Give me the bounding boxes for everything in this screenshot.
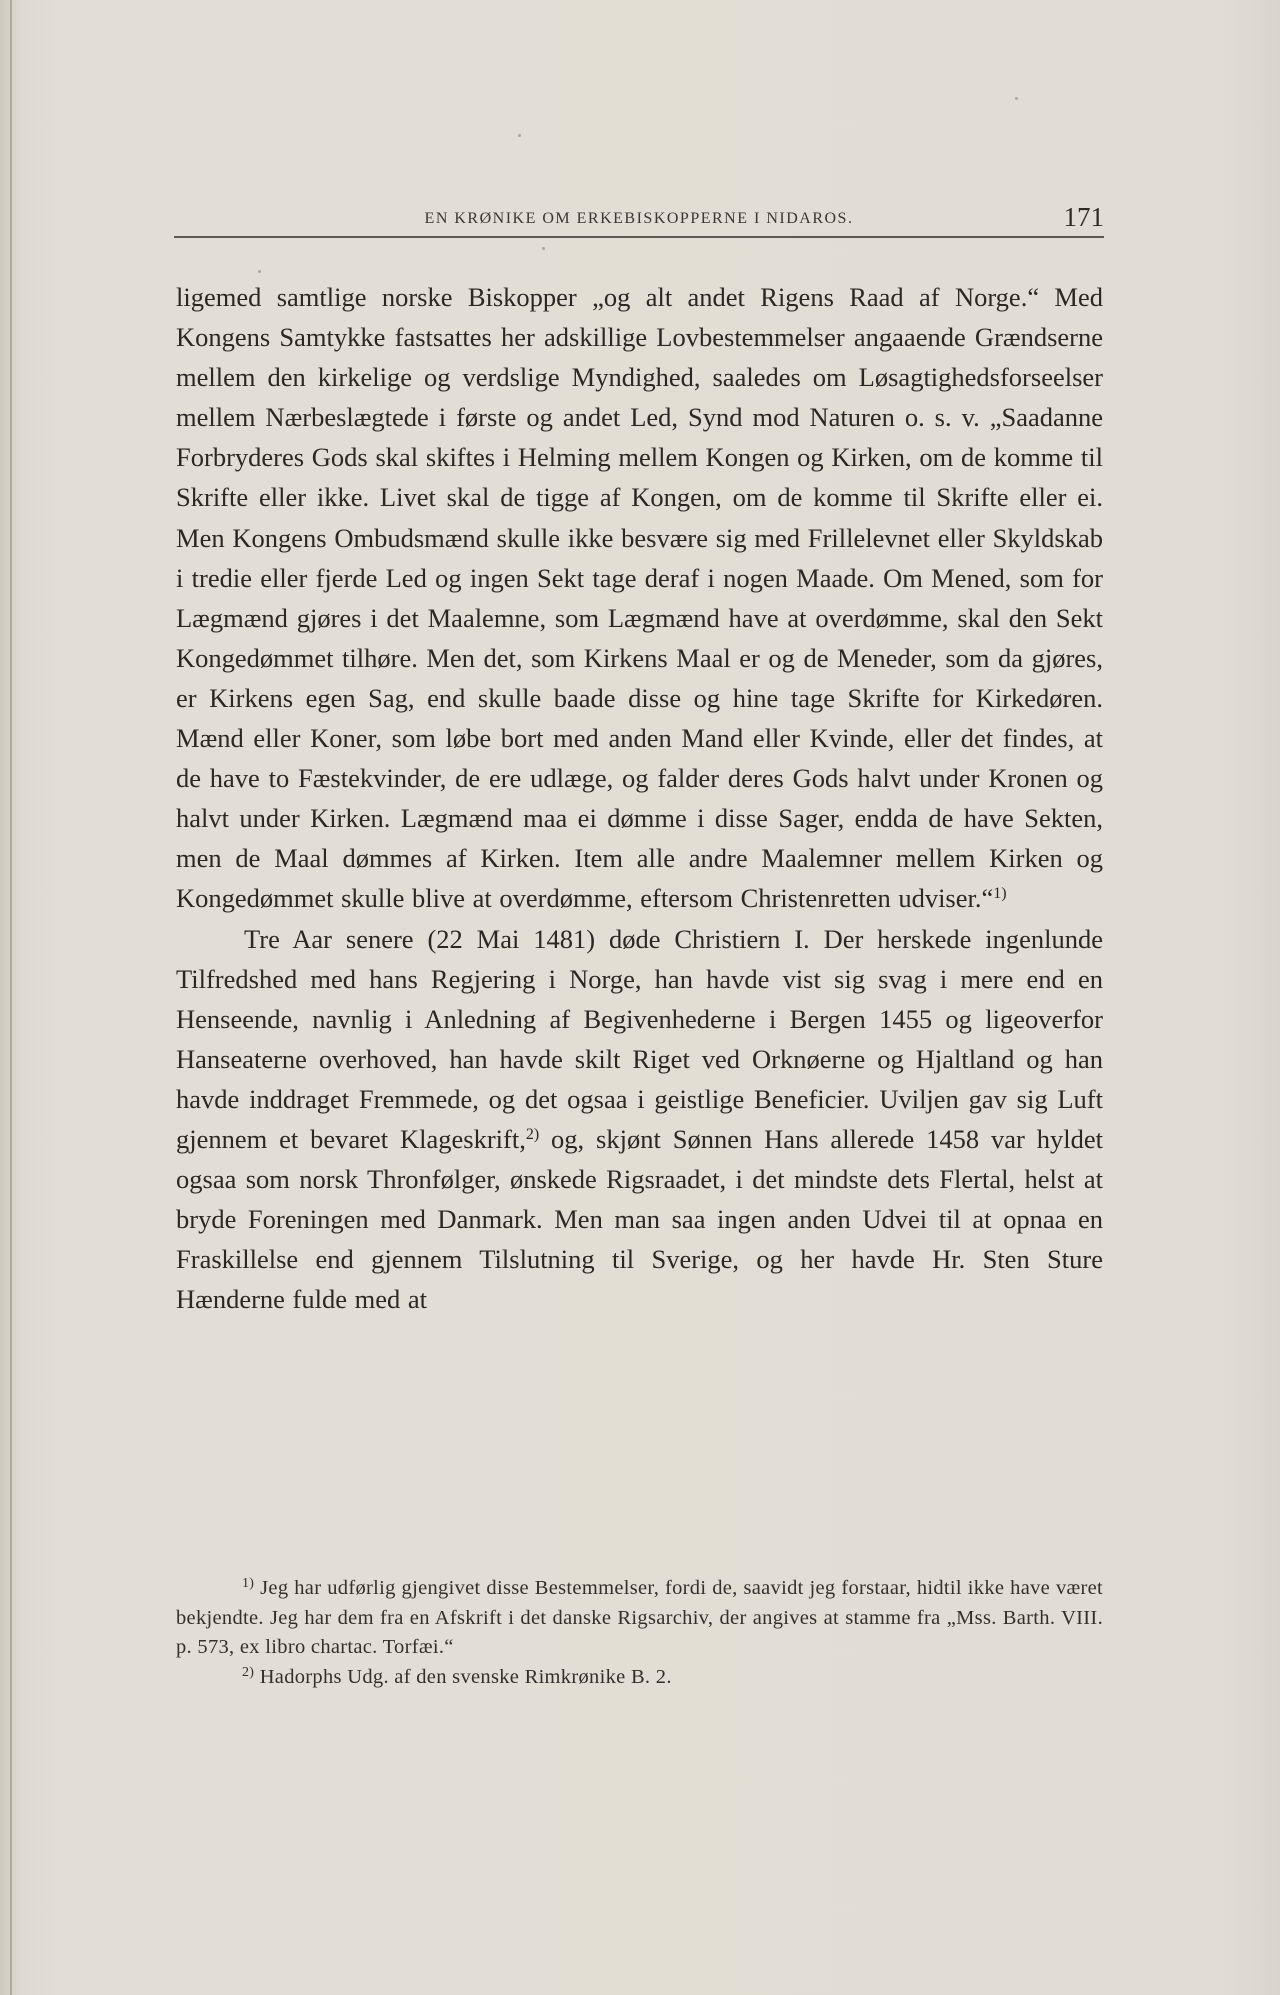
paper-speck (1015, 97, 1018, 100)
footnote-text: Jeg har udførlig gjengivet disse Bestemmelser, fordi de, saavidt jeg forstaar, hidtil ikke have været bekjendte. Jeg har dem fra en Afskrift i det danske Rigsarchiv, der angives at stamme fra „Mss. Barth. VIII. p. 573, ex libro chartac. Torfæi.“ (176, 1577, 1103, 1658)
paragraph-text: Tre Aar senere (22 Mai 1481) døde Christiern I. Der herskede ingenlunde Tilfredshed med hans Regjering i Norge, han havde vist sig svag i mere end en Henseende, navnlig i Anledning af Begivenhederne i Bergen 1455 og ligeoverfor Hanseaterne overhoved, han havde skilt Riget ved Orknøerne og Hjaltland og han havde inddraget Fremmede, og det ogsaa i geistlige Beneficier. Uviljen gav sig Luft gjennem et bevaret Klageskrift, (176, 923, 1103, 1154)
paper-speck (542, 247, 545, 250)
paragraph-text: ligemed samtlige norske Biskopper „og alt andet Rigens Raad af Norge.“ Med Kongens Samtykke fastsattes her adskillige Lovbestemmelser angaaende Grændserne mellem den kirkelige og verdslige Myndighed, saaledes om Løsagtighedsforseelser mellem Nærbeslægtede i første og andet Led, Synd mod Naturen o. s. v. „Saadanne Forbryderes Gods skal skiftes i Helming mellem Kongen og Kirken, om de komme til Skrifte eller ikke. Livet skal de tigge af Kongen, om de komme til Skrifte eller ei. Men Kongens Ombudsmænd skulle ikke besvære sig med Frillelevnet eller Skyldskab i tredie eller fjerde Led og ingen Sekt tage deraf i nogen Maade. Om Mened, som for Lægmænd gjøres i det Maalemne, som Lægmænd have at overdømme, skal den Sekt Kongedømmet tilhøre. Men det, som Kirkens Maal er og de Meneder, som da gjøres, er Kirkens egen Sag, end skulle baade disse og hine tage Skrifte for Kirkedøren. Mænd eller Koner, som løbe bort med anden Mand eller Kvinde, eller det findes, at de have to Fæstekvinder, de ere udlæge, og falder deres Gods halvt under Kronen og halvt under Kirken. Lægmænd maa ei dømme i disse Sager, endda de have Sekten, men de Maal dømmes af Kirken. Item alle andre Maalemner mellem Kirken og Kongedømmet skulle blive at overdømme, eftersom Christenretten udviser.“ (176, 282, 1103, 914)
running-title: EN KRØNIKE OM ERKEBISKOPPERNE I NIDAROS. (424, 210, 854, 227)
footnote-mark: 1) (242, 1576, 255, 1591)
footnote (176, 1663, 1103, 1693)
footnote-mark: 2) (242, 1664, 255, 1680)
footnote-text: Hadorphs Udg. af den svenske Rimkrønike B. 2. (259, 1665, 672, 1688)
footnote-reference: 1) (993, 885, 1007, 903)
page-number: 171 (1063, 202, 1104, 232)
footnote-reference: 2) (525, 1125, 540, 1143)
paragraph (176, 919, 1103, 1320)
running-head (174, 200, 1104, 240)
header-rule (174, 236, 1104, 238)
paragraph-text: og, skjønt Sønnen Hans allerede 1458 var hyldet ogsaa som norsk Thronfølger, ønskede Rigsraadet, i det mindste dets Flertal, helst at bryde Foreningen med Danmark. Men man saa ingen anden Udvei til at opnaa en Fraskillelse end gjennem Tilslutning til Sverige, og her havde Hr. Sten Sture Hænderne fulde med at (176, 1123, 1103, 1315)
footnotes (176, 1574, 1103, 1692)
paragraph (176, 277, 1103, 919)
body-text (176, 277, 1103, 1319)
paper-speck (518, 134, 521, 137)
book-gutter-edge (10, 0, 12, 1995)
paper-speck (258, 270, 261, 273)
footnote (176, 1574, 1103, 1663)
